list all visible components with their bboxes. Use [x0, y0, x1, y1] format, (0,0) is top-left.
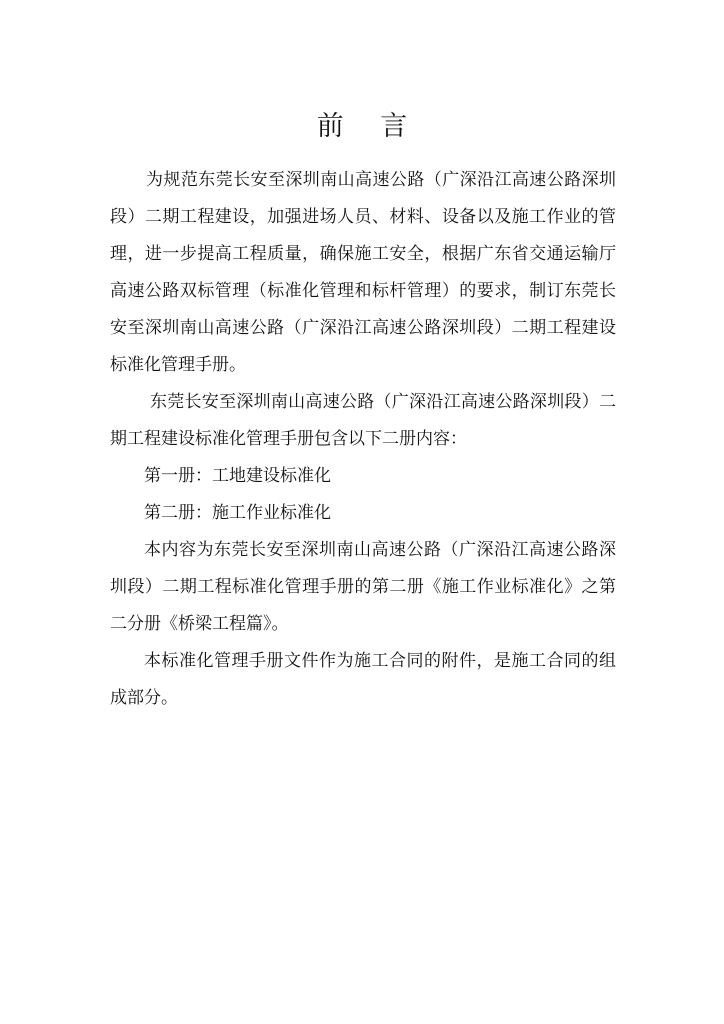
preface-paragraph-contract: 本标准化管理手册文件作为施工合同的附件，是施工合同的组成部分。 [110, 651, 616, 708]
preface-paragraph-purpose: 为规范东莞长安至深圳南山高速公路（广深沿江高速公路深圳段）二期工程建设，加强进场人员、材料、设备以及施工作业的管理，进一步提高工程质量，确保施工安全，根据广东省交通运输厅高速公路双标管理（标准化管理和标杆管理）的要求，制订东莞长安至深圳南山高速公路（广深沿江高速公路深圳段）二期工程建设标准化管理手册。 [110, 170, 616, 375]
preface-paragraph-contents: 东莞长安至深圳南山高速公路（广深沿江高速公路深圳段）二期工程建设标准化管理手册包含以下二册内容： [110, 392, 616, 449]
preface-paragraph-scope: 本内容为东莞长安至深圳南山高速公路（广深沿江高速公路深圳段）二期工程标准化管理手册的第二册《施工作业标准化》之第二分册《桥梁工程篇》。 [110, 540, 616, 634]
volume-one-item: 第一册：工地建设标准化 [144, 466, 331, 486]
volume-two-item: 第二册：施工作业标准化 [144, 503, 331, 523]
document-title: 前 言 [316, 111, 422, 142]
preface-body [110, 162, 616, 717]
